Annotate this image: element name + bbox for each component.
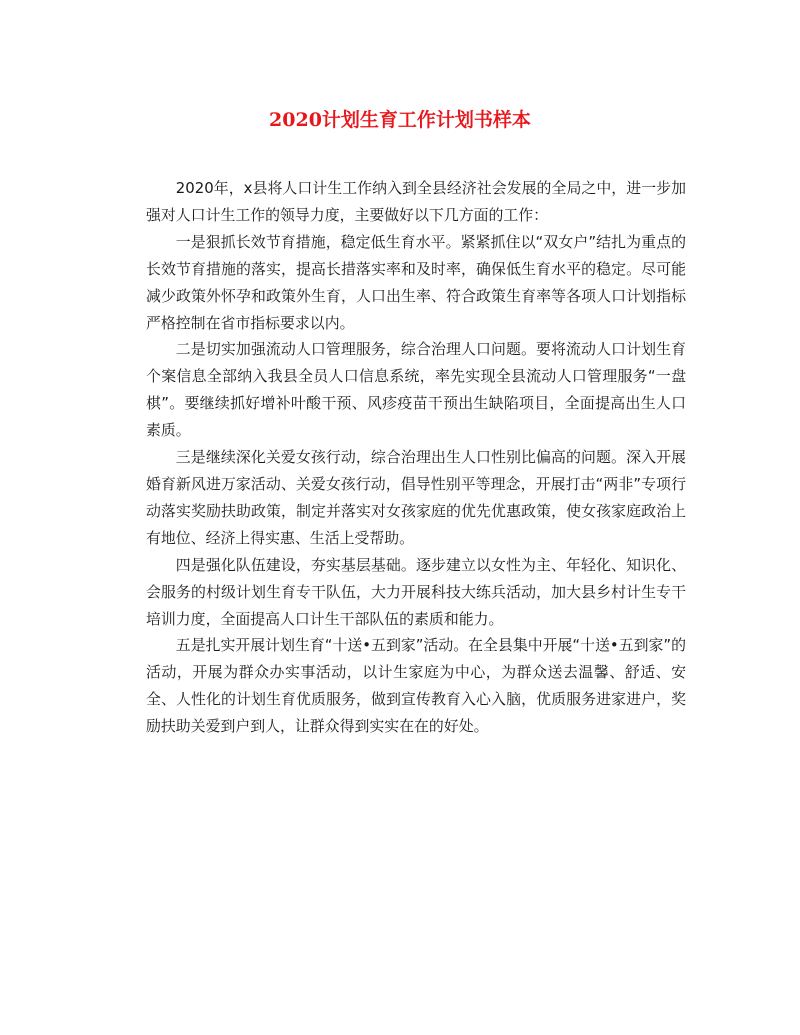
paragraph-item-3: 三是继续深化关爱女孩行动，综合治理出生人口性别比偏高的问题。深入开展婚育新风进万家活动、关爱女孩行动，倡导性别平等理念，开展打击“两非”专项行动落实奖励扶助政策，制定并落实对女孩家庭的优先优惠政策，使女孩家庭政治上有地位、经济上得实惠、生活上受帮助。	[146, 448, 686, 547]
document-body	[146, 175, 686, 740]
document-title: 2020计划生育工作计划书样本	[269, 109, 531, 131]
paragraph-item-2: 二是切实加强流动人口管理服务，综合治理人口问题。要将流动人口计划生育个案信息全部纳入我县全员人口信息系统，率先实现全县流动人口管理服务“一盘棋”。要继续抓好增补叶酸干预、风疹疫苗干预出生缺陷项目，全面提高出生人口素质。	[146, 340, 686, 440]
paragraph-item-4: 四是强化队伍建设，夯实基层基础。逐步建立以女性为主、年轻化、知识化、会服务的村级计划生育专干队伍，大力开展科技大练兵活动，加大县乡村计生专干培训力度，全面提高人口计生干部队伍的素质和能力。	[146, 555, 686, 628]
paragraph-intro: 2020年，x县将人口计生工作纳入到全县经济社会发展的全局之中，进一步加强对人口计生工作的领导力度，主要做好以下几方面的工作：	[146, 179, 686, 224]
paragraph-item-5: 五是扎实开展计划生育“十送•五到家”活动。在全县集中开展“十送•五到家”的活动，开展为群众办实事活动，以计生家庭为中心，为群众送去温馨、舒适、安全、人性化的计划生育优质服务，做到宣传教育入心入脑，优质服务进家进户，奖励扶助关爱到户到人，让群众得到实实在在的好处。	[146, 636, 686, 736]
paragraph-item-1: 一是狠抓长效节育措施，稳定低生育水平。紧紧抓住以“双女户”结扎为重点的长效节育措施的落实，提高长措落实率和及时率，确保低生育水平的稳定。尽可能减少政策外怀孕和政策外生育，人口出生率、符合政策生育率等各项人口计划指标严格控制在省市指标要求以内。	[146, 232, 686, 332]
